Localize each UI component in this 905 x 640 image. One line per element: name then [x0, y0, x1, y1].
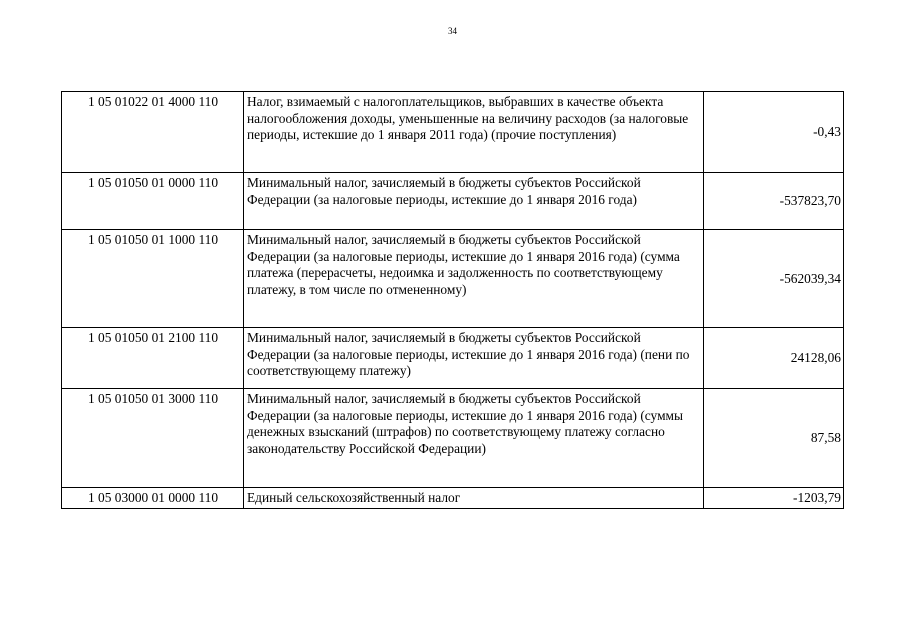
- amount-cell: 87,58: [704, 389, 844, 488]
- revenue-name-cell: Минимальный налог, зачисляемый в бюджеты субъектов Российской Федерации (за налоговые периоды, истекшие до 1 января 2016 года) (пени по соответствующему платежу): [244, 328, 704, 389]
- budget-code-cell: 1 05 03000 01 0000 110: [62, 488, 244, 509]
- revenue-table: [61, 91, 844, 509]
- table-row: [62, 173, 844, 230]
- revenue-name-cell: Минимальный налог, зачисляемый в бюджеты субъектов Российской Федерации (за налоговые периоды, истекшие до 1 января 2016 года) (суммы денежных взысканий (штрафов) по соответствующему платежу согласно законодательству Российской Федерации): [244, 389, 704, 488]
- table-row: [62, 389, 844, 488]
- table-row: [62, 230, 844, 328]
- table-row: [62, 488, 844, 509]
- revenue-name-cell: Минимальный налог, зачисляемый в бюджеты субъектов Российской Федерации (за налоговые периоды, истекшие до 1 января 2016 года): [244, 173, 704, 230]
- table-row: [62, 328, 844, 389]
- budget-code-cell: 1 05 01050 01 3000 110: [62, 389, 244, 488]
- page-number: 34: [448, 26, 457, 36]
- amount-cell: -0,43: [704, 92, 844, 173]
- budget-code-cell: 1 05 01050 01 1000 110: [62, 230, 244, 328]
- revenue-name-cell: Единый сельскохозяйственный налог: [244, 488, 704, 509]
- budget-code-cell: 1 05 01050 01 2100 110: [62, 328, 244, 389]
- amount-cell: -537823,70: [704, 173, 844, 230]
- budget-code-cell: 1 05 01022 01 4000 110: [62, 92, 244, 173]
- revenue-name-cell: Минимальный налог, зачисляемый в бюджеты субъектов Российской Федерации (за налоговые периоды, истекшие до 1 января 2016 года) (сумма платежа (перерасчеты, недоимка и задолженность по соответствующему платежу, в том числе по отмененному): [244, 230, 704, 328]
- revenue-name-cell: Налог, взимаемый с налогоплательщиков, выбравших в качестве объекта налогообложения доходы, уменьшенные на величину расходов (за налоговые периоды, истекшие до 1 января 2011 года) (прочие поступления): [244, 92, 704, 173]
- amount-cell: 24128,06: [704, 328, 844, 389]
- budget-code-cell: 1 05 01050 01 0000 110: [62, 173, 244, 230]
- amount-cell: -1203,79: [704, 488, 844, 509]
- table-row: [62, 92, 844, 173]
- amount-cell: -562039,34: [704, 230, 844, 328]
